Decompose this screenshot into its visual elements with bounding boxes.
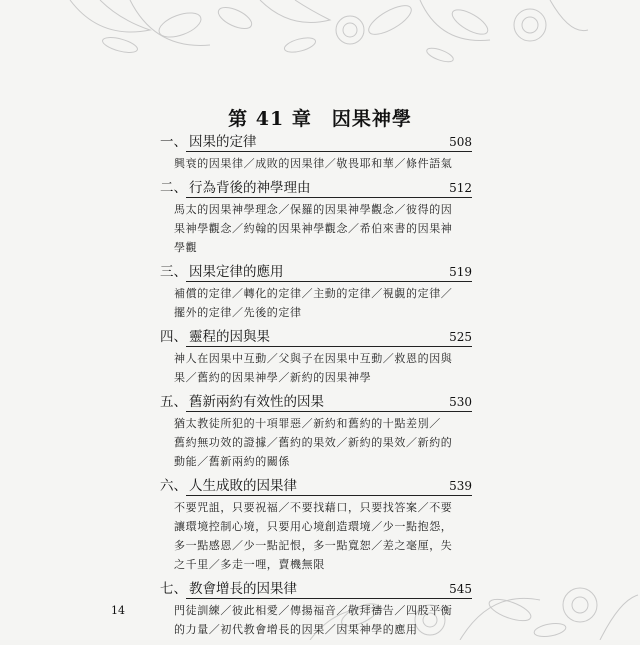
toc-entry-underline [186, 598, 472, 599]
toc-entry-subtopics [174, 414, 472, 471]
toc-entry-page: 519 [449, 265, 472, 279]
toc-entry-title: 因果的定律 [189, 134, 257, 150]
subtopic-line: 馬太的因果神學理念／保羅的因果神學觀念／彼得的因 [174, 203, 453, 216]
toc-entry-page: 530 [449, 395, 472, 409]
table-of-contents [160, 133, 472, 645]
toc-entry-subtopics [174, 349, 472, 387]
toc-entry-number: 四、 [160, 329, 187, 345]
toc-entry-title: 舊新兩約有效性的因果 [189, 394, 324, 410]
toc-entry-subtopics [174, 154, 472, 173]
toc-entry-number: 七、 [160, 581, 187, 597]
subtopic-line: 動能／舊新兩約的關係 [174, 455, 290, 468]
toc-entry-underline [186, 151, 472, 152]
subtopic-line: 門徒訓練／彼此相愛／傳揚福音／敬拜禱告／四股平衡 [174, 604, 453, 617]
subtopic-line: 讓環境控制心境，只要用心境創造環境／少一點抱怨， [174, 520, 453, 533]
subtopic-line: 果神學觀念／約翰的因果神學觀念／希伯來書的因果神 [174, 222, 453, 235]
subtopic-line: 學觀 [174, 241, 198, 254]
toc-entry-number: 二、 [160, 180, 187, 196]
toc-entry-subtopics [174, 200, 472, 257]
subtopic-line: 不要咒詛，只要祝福／不要找藉口，只要找答案／不要 [174, 501, 453, 514]
toc-entry-title: 靈程的因與果 [189, 329, 270, 345]
subtopic-line: 猶太教徒所犯的十項罪惡／新約和舊約的十點差別／ [174, 417, 441, 430]
subtopic-line: 果／舊約的因果神學／新約的因果神學 [174, 371, 372, 384]
toc-entry [160, 393, 472, 471]
toc-entry-title: 行為背後的神學理由 [189, 180, 311, 196]
subtopic-line: 之千里／多走一哩，賣機無限 [174, 558, 325, 571]
toc-entry [160, 477, 472, 574]
toc-entry-subtopics [174, 284, 472, 322]
subtopic-line: 多一點感恩／少一點記恨，多一點寬恕／差之毫厘，失 [174, 539, 453, 552]
toc-entry-underline [186, 346, 472, 347]
toc-entry-underline [186, 411, 472, 412]
subtopic-line: 擺外的定律／先後的定律 [174, 306, 302, 319]
toc-entry-underline [186, 281, 472, 282]
toc-entry-title: 因果定律的應用 [189, 264, 284, 280]
page-number: 14 [111, 604, 125, 617]
toc-entry-number: 三、 [160, 264, 187, 280]
toc-entry-page: 512 [449, 181, 472, 195]
toc-entry-page: 545 [449, 582, 472, 596]
toc-entry-underline [186, 197, 472, 198]
chapter-title: 第 41 章 因果神學 [228, 108, 412, 130]
subtopic-line: 興衰的因果律／成敗的因果律／敬畏耶和華／條件語氣 [174, 157, 453, 170]
toc-entry [160, 328, 472, 387]
toc-entry-subtopics [174, 601, 472, 639]
floral-decoration-top [60, 0, 590, 80]
toc-entry-number: 六、 [160, 478, 187, 494]
subtopic-line: 舊約無功效的證據／舊約的果效／新約的果效／新約的 [174, 436, 453, 449]
toc-entry [160, 263, 472, 322]
toc-entry [160, 179, 472, 257]
subtopic-line: 的力量／初代教會增長的因果／因果神學的應用 [174, 623, 418, 636]
toc-entry-title: 人生成敗的因果律 [189, 478, 297, 494]
toc-entry [160, 133, 472, 173]
toc-entry-number: 五、 [160, 394, 187, 410]
subtopic-line: 神人在因果中互動／父與子在因果中互動／救恩的因與 [174, 352, 453, 365]
toc-entry-number: 一、 [160, 134, 187, 150]
toc-entry-page: 525 [449, 330, 472, 344]
toc-entry-page: 539 [449, 479, 472, 493]
toc-entry-title: 教會增長的因果律 [189, 581, 297, 597]
toc-entry-underline [186, 495, 472, 496]
subtopic-line: 補償的定律／轉化的定律／主動的定律／視覷的定律／ [174, 287, 453, 300]
toc-entry-page: 508 [449, 135, 472, 149]
toc-entry-subtopics [174, 498, 472, 574]
toc-entry [160, 580, 472, 639]
